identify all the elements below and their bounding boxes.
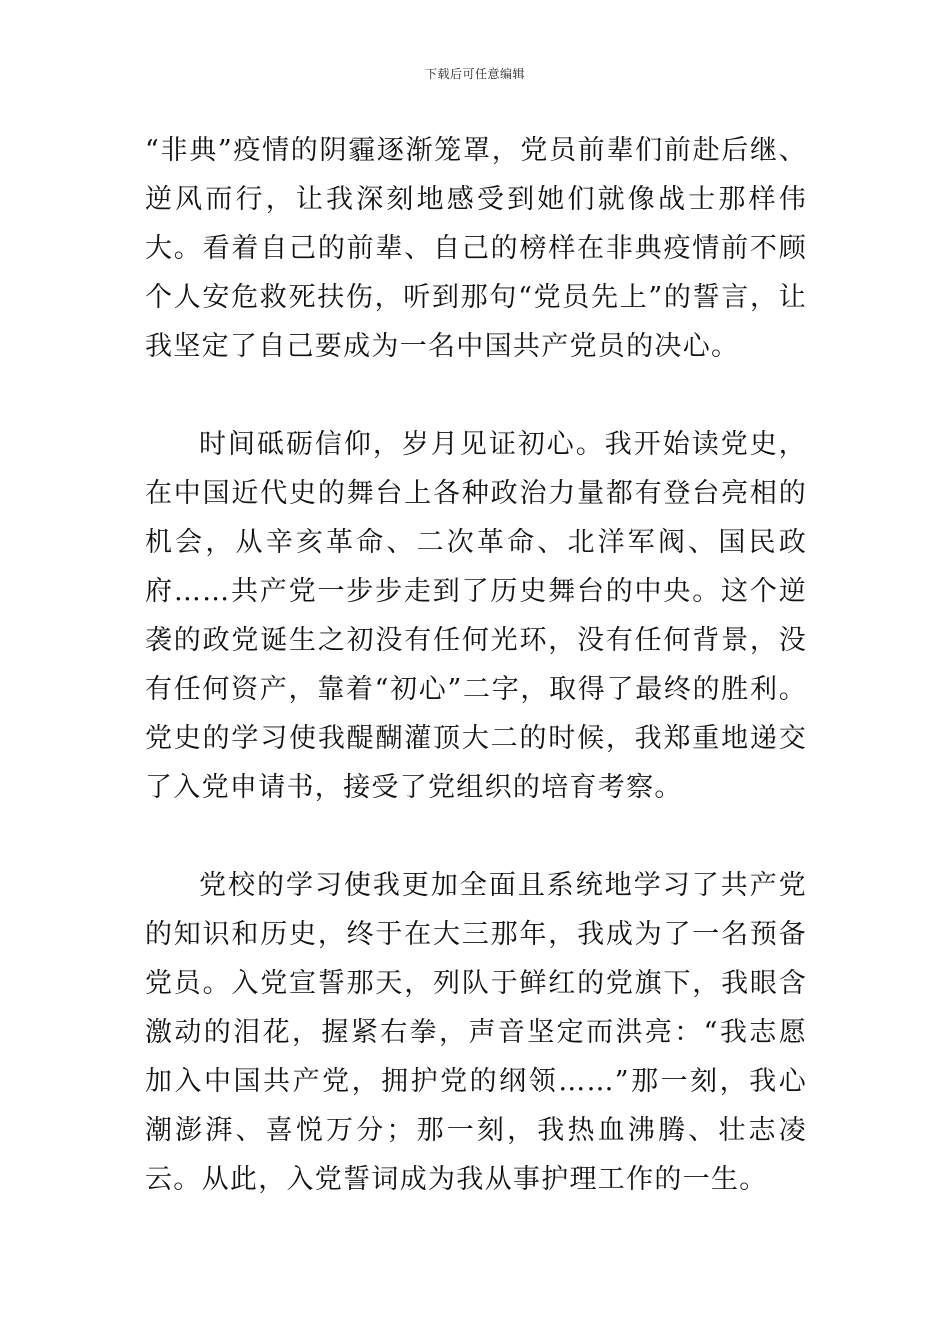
paragraph-3: 党校的学习使我更加全面且系统地学习了共产党的知识和历史，终于在大三那年，我成为了一名预备党员。入党宣誓那天，列队于鲜红的党旗下，我眼含激动的泪花，握紧右拳，声音坚定而洪亮：“我志愿加入中国共产党，拥护党的纲领……”那一刻，我心潮澎湃、喜悦万分；那一刻，我热血沸腾、壮志凌云。从此，入党誓词成为我从事护理工作的一生。 <box>145 870 807 1195</box>
paragraph-spacer <box>145 371 807 420</box>
paragraph-2: 时间砥砺信仰，岁月见证初心。我开始读党史，在中国近代史的舞台上各种政治力量都有登台亮相的机会，从辛亥革命、二次革命、北洋军阀、国民政府……共产党一步步走到了历史舞台的中央。这个逆袭的政党诞生之初没有任何光环，没有任何背景，没有任何资产，靠着“初心”二字，取得了最终的胜利。党史的学习使我醍醐灌顶大二的时候，我郑重地递交了入党申请书，接受了党组织的培育考察。 <box>145 429 807 803</box>
document-body <box>145 126 807 1204</box>
paragraph-spacer <box>145 812 807 861</box>
page-header: 下载后可任意编辑 <box>424 67 525 81</box>
paragraph-1: “非典”疫情的阴霾逐渐笼罩，党员前辈们前赴后继、逆风而行，让我深刻地感受到她们就像战士那样伟大。看着自己的前辈、自己的榜样在非典疫情前不顾个人安危救死扶伤，听到那句“党员先上”的誓言，让我坚定了自己要成为一名中国共产党员的决心。 <box>145 135 807 362</box>
